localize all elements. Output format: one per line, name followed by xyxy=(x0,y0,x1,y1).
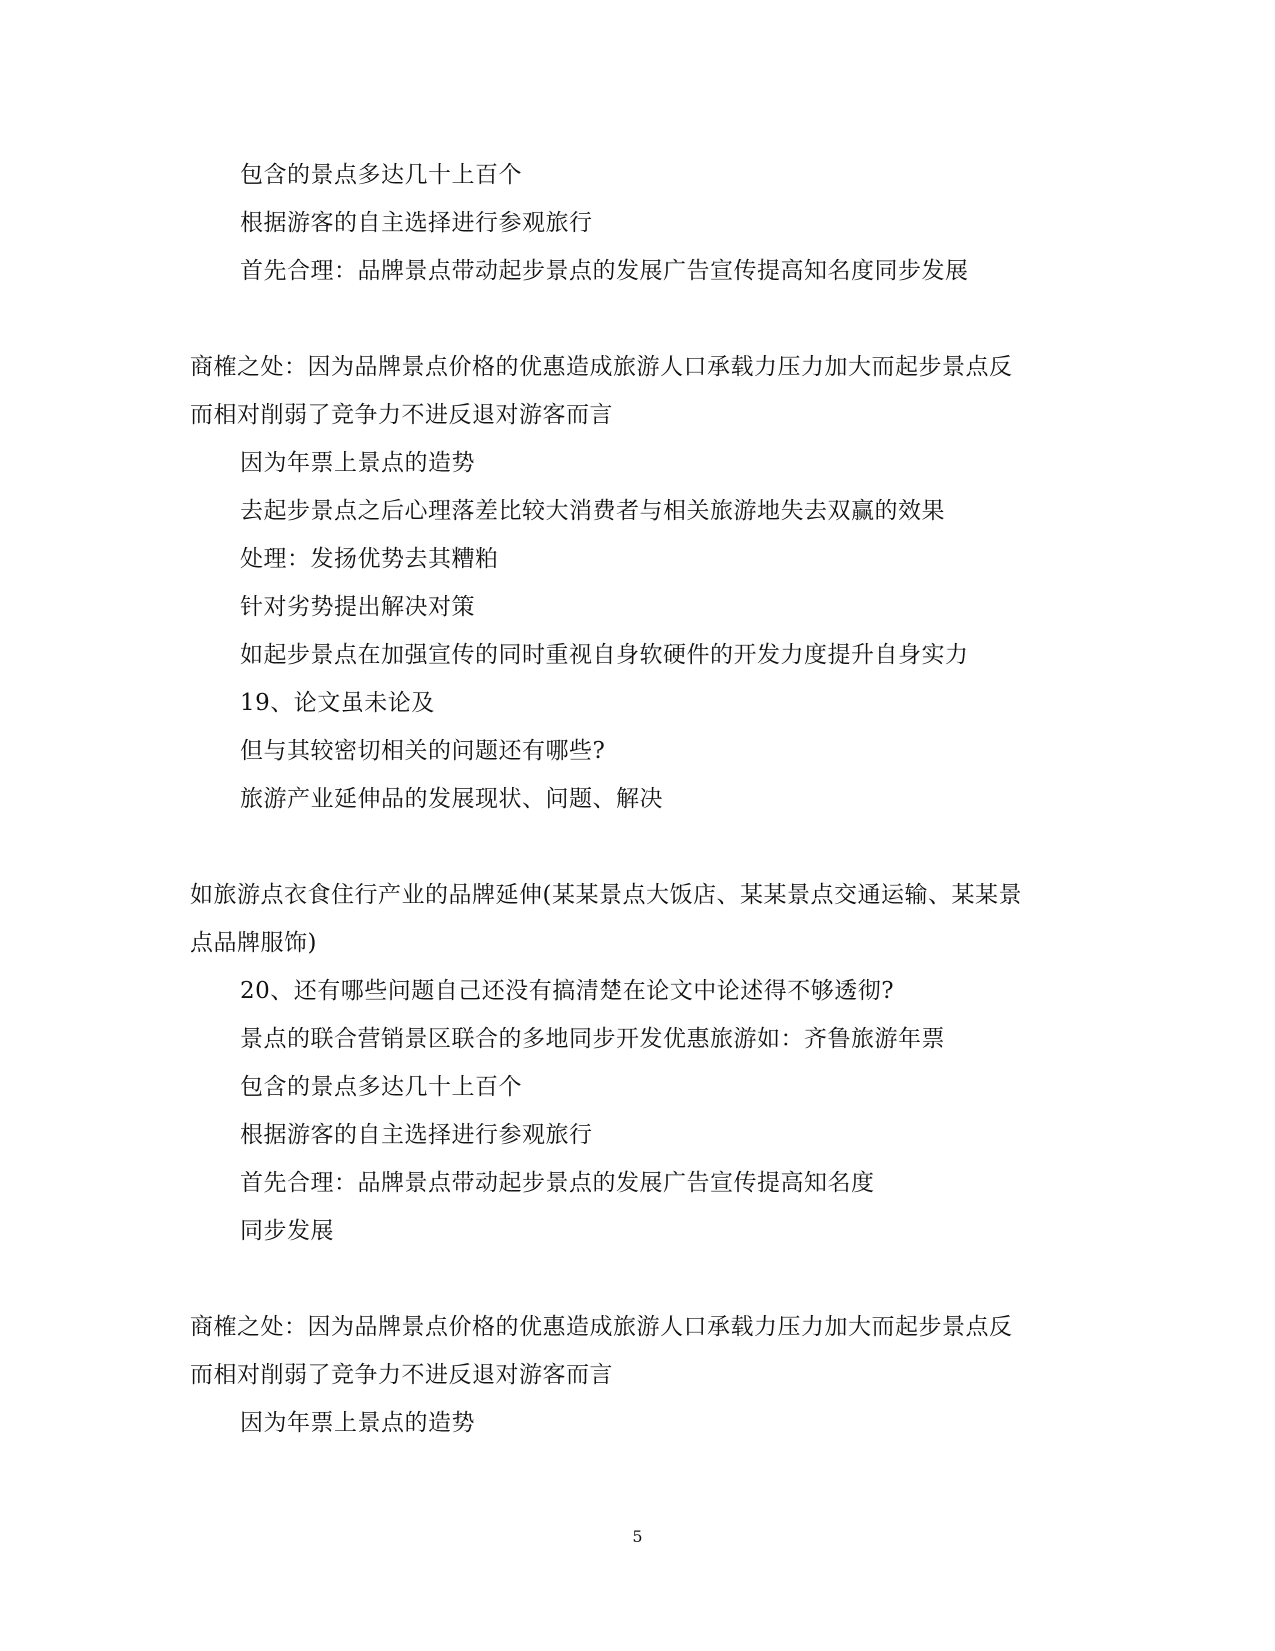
text-line: 首先合理：品牌景点带动起步景点的发展广告宣传提高知名度 xyxy=(240,1170,875,1196)
text-line: 包含的景点多达几十上百个 xyxy=(240,162,522,188)
text-line: 因为年票上景点的造势 xyxy=(240,1410,475,1436)
paragraph-line: 如旅游点衣食住行产业的品牌延伸(某某景点大饭店、某某景点交通运输、某某景 xyxy=(190,882,1022,908)
paragraph-line: 而相对削弱了竞争力不进反退对游客而言 xyxy=(190,1362,613,1388)
text-line: 根据游客的自主选择进行参观旅行 xyxy=(240,210,593,236)
text-line: 根据游客的自主选择进行参观旅行 xyxy=(240,1122,593,1148)
text-line: 景点的联合营销景区联合的多地同步开发优惠旅游如：齐鲁旅游年票 xyxy=(240,1026,945,1052)
text-line: 同步发展 xyxy=(240,1218,334,1244)
paragraph-line: 商榷之处：因为品牌景点价格的优惠造成旅游人口承载力压力加大而起步景点反 xyxy=(190,354,1013,380)
page-number: 5 xyxy=(632,1527,643,1546)
text-line: 去起步景点之后心理落差比较大消费者与相关旅游地失去双赢的效果 xyxy=(240,498,945,524)
text-line: 因为年票上景点的造势 xyxy=(240,450,475,476)
paragraph-line: 商榷之处：因为品牌景点价格的优惠造成旅游人口承载力压力加大而起步景点反 xyxy=(190,1314,1013,1340)
text-line: 针对劣势提出解决对策 xyxy=(240,594,475,620)
text-line: 但与其较密切相关的问题还有哪些? xyxy=(240,738,606,764)
text-line: 首先合理：品牌景点带动起步景点的发展广告宣传提高知名度同步发展 xyxy=(240,258,969,284)
text-line: 旅游产业延伸品的发展现状、问题、解决 xyxy=(240,786,663,812)
paragraph-line: 点品牌服饰) xyxy=(190,930,317,956)
text-line: 处理：发扬优势去其糟粕 xyxy=(240,546,499,572)
text-line: 包含的景点多达几十上百个 xyxy=(240,1074,522,1100)
question-line: 19、论文虽未论及 xyxy=(240,690,435,716)
text-line: 如起步景点在加强宣传的同时重视自身软硬件的开发力度提升自身实力 xyxy=(240,642,969,668)
question-line: 20、还有哪些问题自己还没有搞清楚在论文中论述得不够透彻? xyxy=(240,978,895,1004)
paragraph-line: 而相对削弱了竞争力不进反退对游客而言 xyxy=(190,402,613,428)
